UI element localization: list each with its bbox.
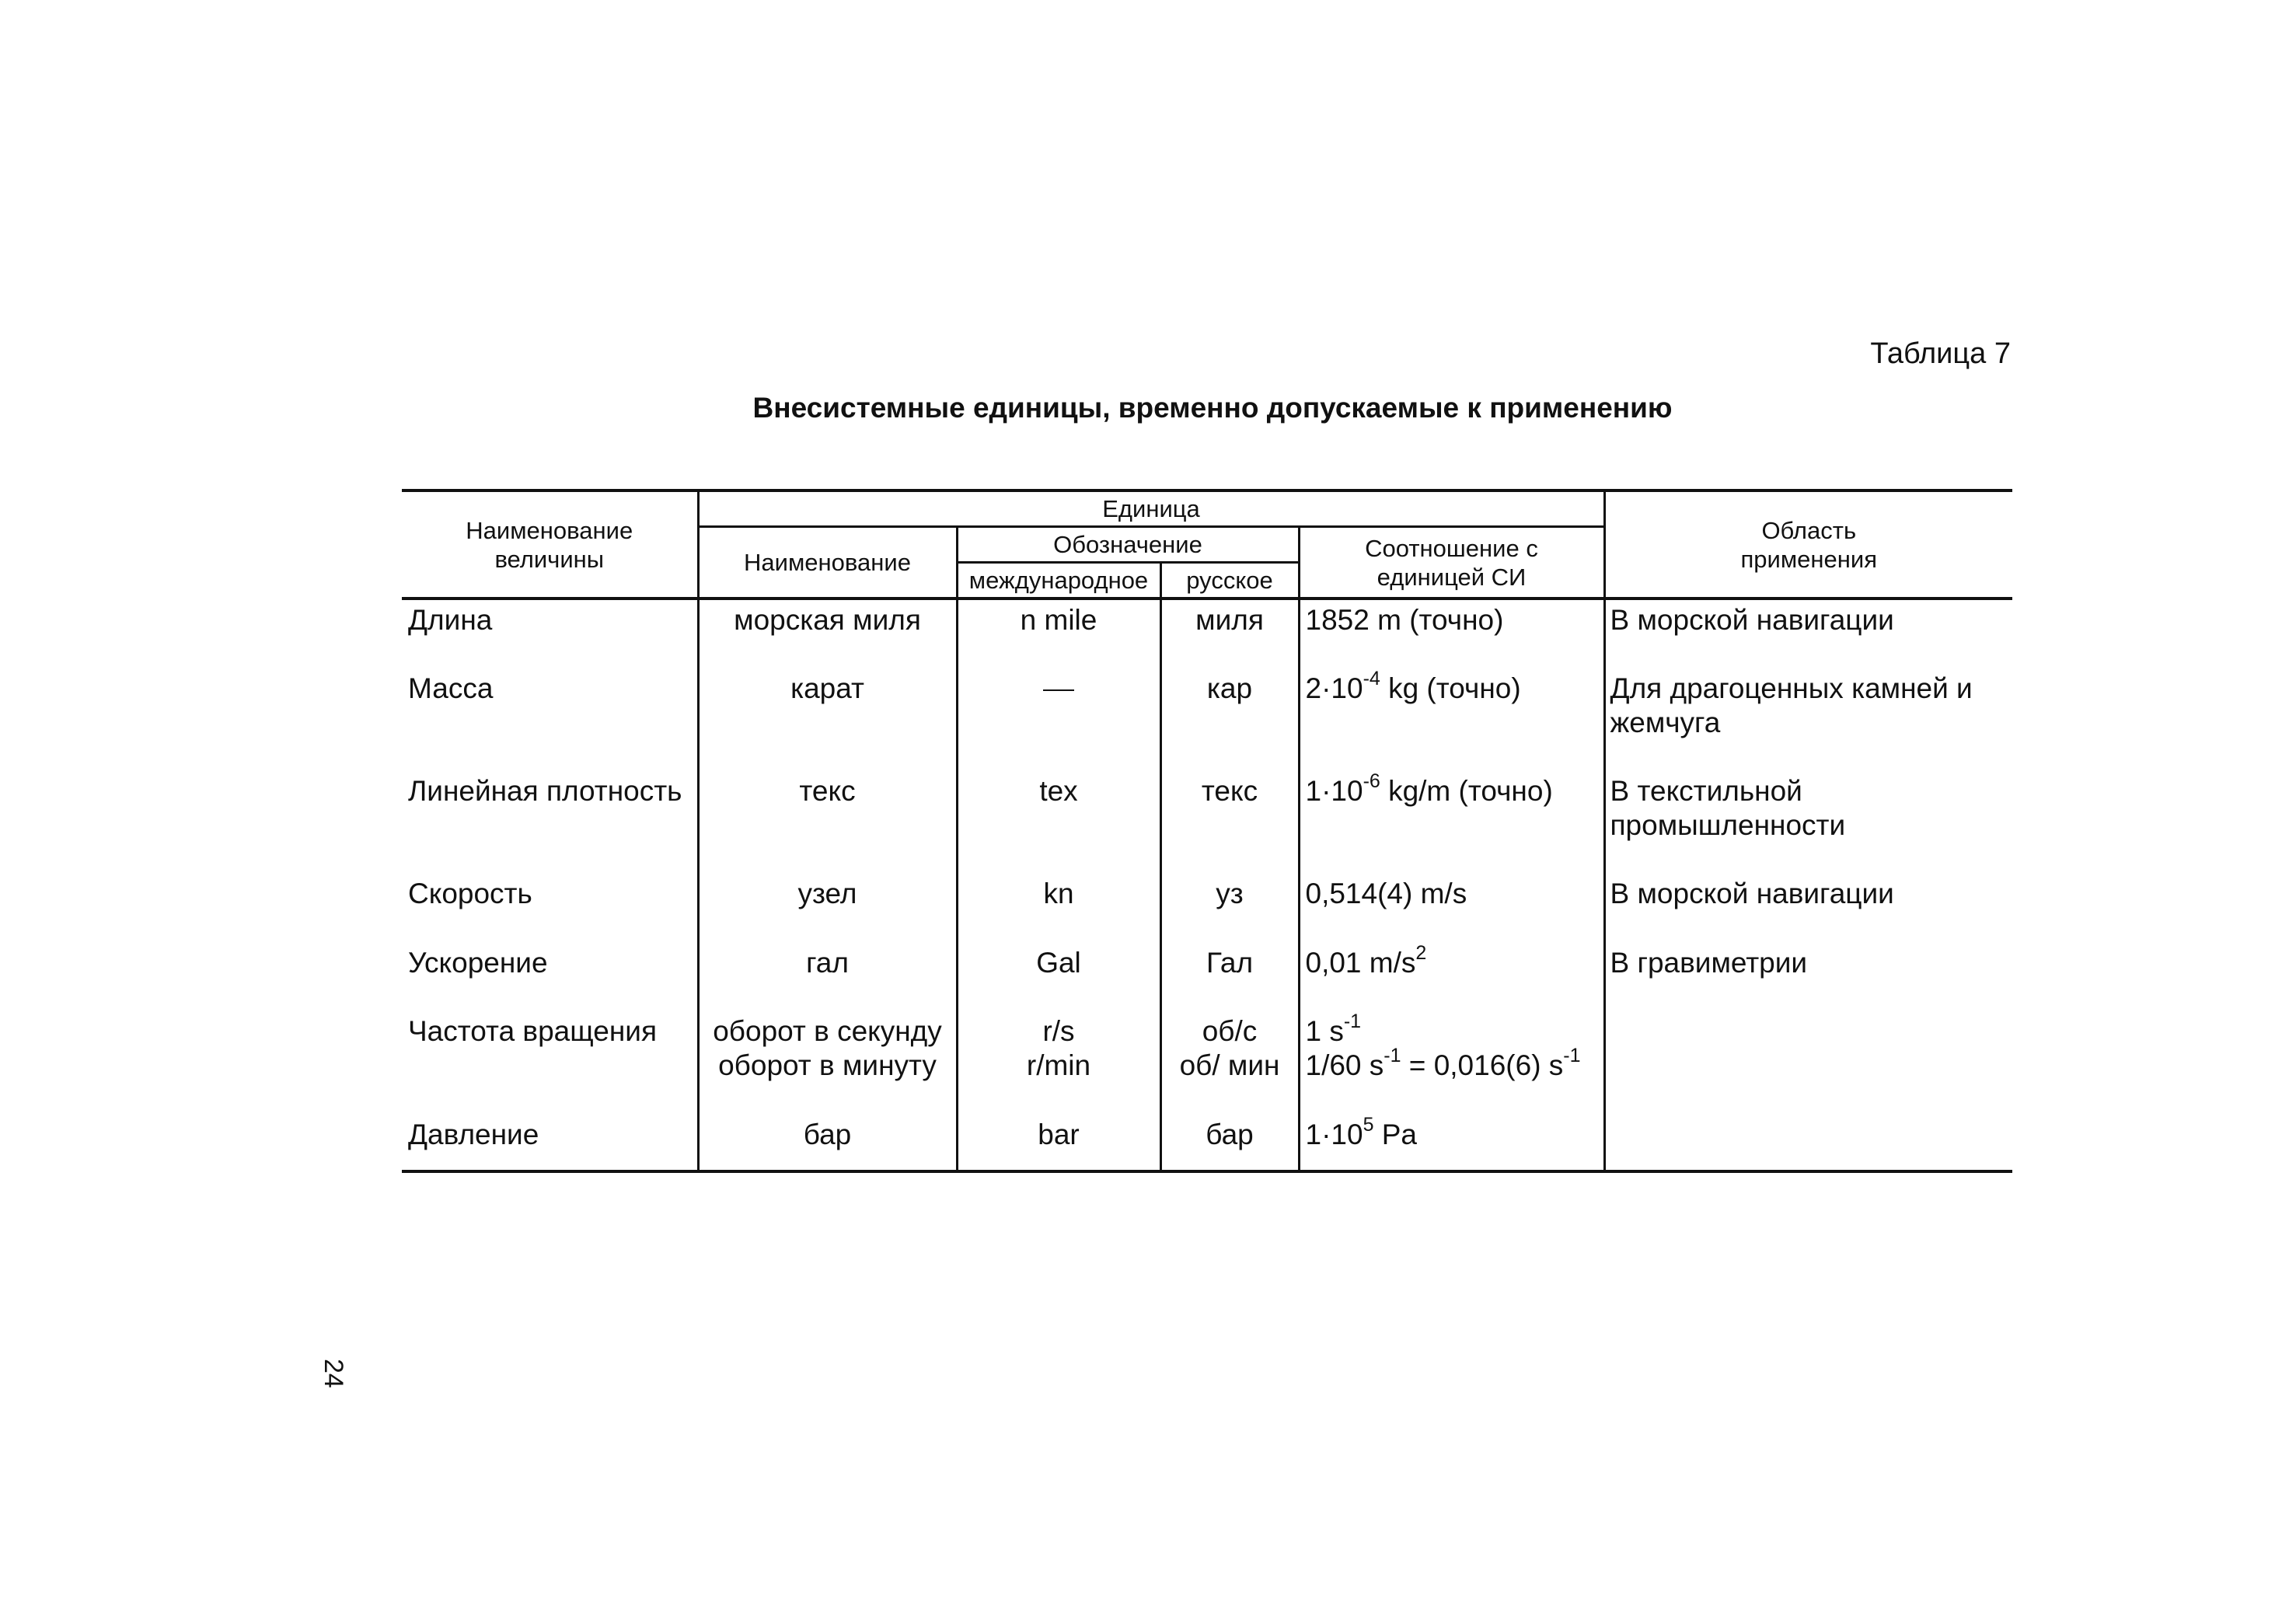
relation-line-1: [1305, 1010, 1603, 1049]
cell-quantity: Ускорение: [402, 946, 698, 1014]
relation-tail: kg/m (точно): [1380, 775, 1553, 807]
units-table: [402, 489, 2012, 1173]
cell-area: В морской навигации: [1604, 599, 2012, 672]
cell-russian: уз: [1160, 877, 1299, 946]
intl-line-2: r/min: [1026, 1049, 1091, 1081]
cell-quantity: Линейная плотность: [402, 774, 698, 877]
table-row: [402, 1118, 2012, 1171]
cell-international: [957, 672, 1160, 774]
cell-russian: миля: [1160, 599, 1299, 672]
rus-line-1: об/с: [1202, 1015, 1258, 1047]
cell-name: карат: [698, 672, 957, 774]
relation-exponent: -6: [1363, 770, 1380, 792]
header-relation: Соотношение с единицей СИ: [1299, 527, 1604, 599]
cell-name: текс: [698, 774, 957, 877]
table-row: [402, 774, 2012, 877]
relation-base: 1 s: [1305, 1015, 1344, 1047]
relation-line-2: [1305, 1044, 1603, 1083]
cell-name: узел: [698, 877, 957, 946]
cell-international: bar: [957, 1118, 1160, 1171]
cell-international: kn: [957, 877, 1160, 946]
em-dash: [1043, 689, 1074, 691]
relation-tail: kg (точно): [1380, 672, 1521, 704]
relation-exponent: 5: [1363, 1113, 1374, 1136]
cell-area: Для драгоценных камней и жемчуга: [1604, 672, 2012, 774]
cell-name: морская миля: [698, 599, 957, 672]
cell-quantity: Скорость: [402, 877, 698, 946]
rus-line-2: об/ мин: [1179, 1049, 1280, 1081]
cell-quantity: Частота вращения: [402, 1014, 698, 1118]
cell-relation: [1299, 667, 1604, 774]
cell-area: В морской навигации: [1604, 877, 2012, 946]
relation-base: 1·10: [1305, 775, 1363, 807]
header-quantity: Наименование величины: [402, 490, 698, 599]
cell-name: [698, 1014, 957, 1118]
cell-area: [1604, 1014, 2012, 1118]
cell-international: Gal: [957, 946, 1160, 1014]
cell-area: В гравиметрии: [1604, 946, 2012, 1014]
intl-line-1: r/s: [1042, 1015, 1075, 1047]
cell-name: бар: [698, 1118, 957, 1171]
relation-exponent: -1: [1343, 1010, 1362, 1032]
relation-base: 0,01 m/s: [1305, 947, 1416, 979]
table-label: Таблица 7: [1870, 337, 2011, 370]
name-line-1: оборот в секунду: [713, 1015, 942, 1047]
cell-russian: бар: [1160, 1118, 1299, 1171]
relation-exponent: -1: [1563, 1044, 1581, 1066]
cell-russian: Гал: [1160, 946, 1299, 1014]
table-row: [402, 946, 2012, 1014]
cell-area: В текстильной промышленности: [1604, 774, 2012, 877]
cell-relation: [1299, 770, 1604, 877]
cell-relation: [1299, 1113, 1604, 1171]
table-row: [402, 877, 2012, 946]
header-area: Область применения: [1604, 490, 2012, 599]
table-row: [402, 1014, 2012, 1118]
name-line-2: оборот в минуту: [718, 1049, 937, 1081]
table-row: [402, 672, 2012, 774]
cell-international: tex: [957, 774, 1160, 877]
cell-quantity: Длина: [402, 599, 698, 672]
cell-russian: [1160, 1014, 1299, 1118]
cell-relation: 1852 m (точно): [1299, 599, 1604, 672]
relation-part-b: = 0,016(6) s: [1401, 1049, 1564, 1081]
cell-international: [957, 1014, 1160, 1118]
header-unit-name: Наименование: [698, 527, 957, 599]
cell-name: гал: [698, 946, 957, 1014]
relation-tail: Pa: [1373, 1119, 1418, 1150]
relation-exponent: -4: [1363, 667, 1380, 689]
table-title: Внесистемные единицы, временно допускаемые к применению: [752, 392, 1673, 424]
relation-exponent: -1: [1384, 1044, 1401, 1066]
cell-relation: 0,514(4) m/s: [1299, 877, 1604, 946]
cell-quantity: Давление: [402, 1118, 698, 1171]
cell-quantity: Масса: [402, 672, 698, 774]
header-unit: Единица: [698, 490, 1604, 527]
relation-base: 1·10: [1305, 1119, 1363, 1150]
header-designation: Обозначение: [957, 527, 1299, 563]
relation-part-a: 1/60 s: [1305, 1049, 1384, 1081]
cell-russian: текс: [1160, 774, 1299, 877]
relation-base: 2·10: [1305, 672, 1363, 704]
cell-russian: кар: [1160, 672, 1299, 774]
table-row: [402, 599, 2012, 672]
header-russian: русское: [1160, 563, 1299, 599]
page-number: 24: [319, 1359, 348, 1388]
cell-international: n mile: [957, 599, 1160, 672]
cell-relation: [1299, 1010, 1604, 1118]
cell-area: [1604, 1118, 2012, 1171]
relation-exponent: 2: [1415, 941, 1427, 964]
header-international: международное: [957, 563, 1160, 599]
cell-relation: [1299, 941, 1604, 1014]
